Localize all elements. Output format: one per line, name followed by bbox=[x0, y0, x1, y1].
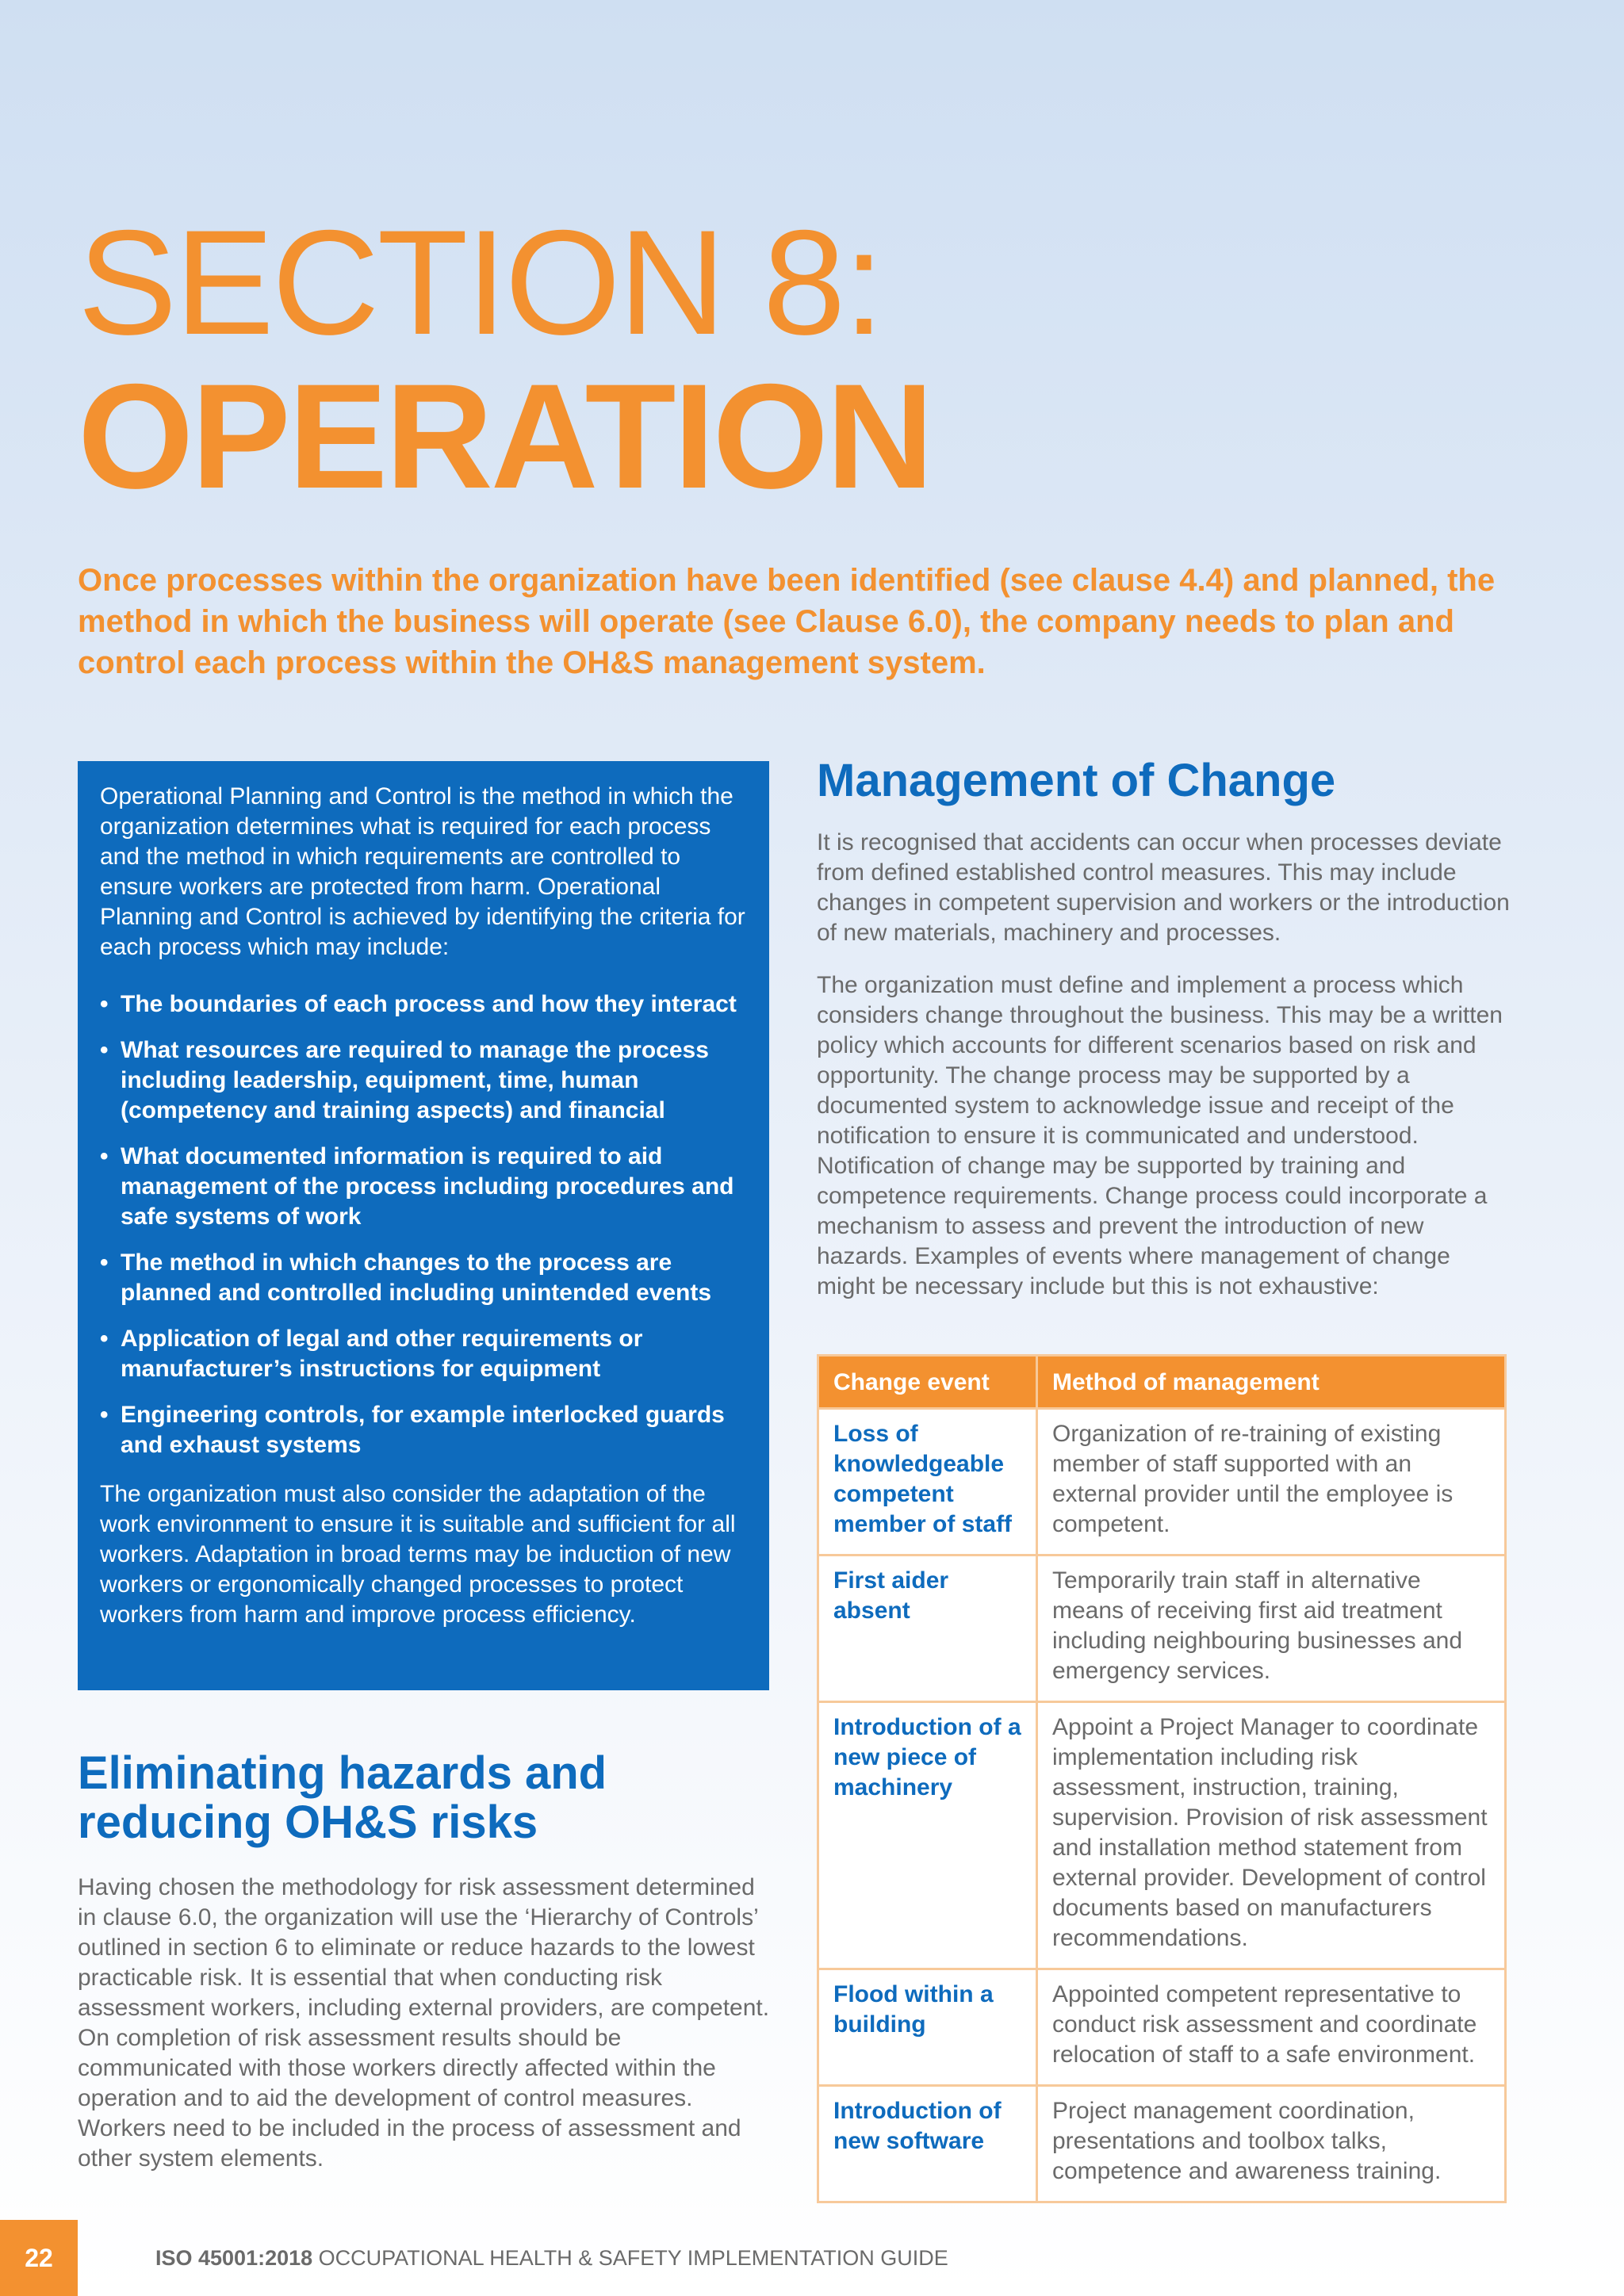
table-row bbox=[818, 1702, 1506, 1969]
table-row bbox=[818, 1556, 1506, 1702]
method-cell: Appoint a Project Manager to coordinate implementation including risk assessment, instruction, training, supervision. Provision of risk assessment and installation method statement from external provider. Development of control documents based on manufacturers recommendations. bbox=[1037, 1702, 1506, 1969]
box-paragraph-1: Operational Planning and Control is the method in which the organization determines what is required for each process and the method in which requirements are controlled to ensure workers are protected from harm. Operational Planning and Control is achieved by identifying the criteria for each process which may include: bbox=[100, 783, 745, 960]
header-change-event: Change event bbox=[818, 1356, 1037, 1409]
box-paragraph-2: The organization must also consider the adaptation of the work environment to ensure it is suitable and sufficient for all workers. Adaptation in broad terms may be induction of new workers or ergonomically changed processes to protect workers from harm and improve process efficiency. bbox=[100, 1481, 736, 1628]
table-header-row bbox=[818, 1356, 1506, 1409]
table-row bbox=[818, 1409, 1506, 1556]
moc-paragraph-2: The organization must define and implement a process which considers change throughout the business. This may be a written policy which accounts for different scenarios based on risk and opportunity. The change process may be supported by a documented system to acknowledge issue and receipt of the notification to ensure it is communicated and understood. Notification of change may be supported by training and competence requirements. Change process could incorporate a mechanism to assess and prevent the introduction of new hazards. Examples of events where management of change might be necessary include but this is not exhaustive: bbox=[817, 972, 1503, 1299]
footer-guide-title: OCCUPATIONAL HEALTH & SAFETY IMPLEMENTATION GUIDE bbox=[318, 2246, 948, 2270]
header-method: Method of management bbox=[1037, 1356, 1506, 1409]
list-item: • What resources are required to manage the process including leadership, equipment, time, human (competency and training aspects) and financial bbox=[100, 1035, 745, 1126]
criteria-list bbox=[100, 989, 745, 1460]
change-event-cell: Loss of knowledgeable competent member of staff bbox=[818, 1409, 1037, 1556]
operational-planning-box bbox=[78, 761, 769, 1690]
intro-paragraph: Once processes within the organization have been identified (see clause 4.4) and planned, the method in which the business will operate (see Clause 6.0), the company needs to plan and control each process within the OH&S management system. bbox=[78, 563, 1496, 680]
list-item: • The boundaries of each process and how they interact bbox=[100, 989, 745, 1020]
management-of-change-heading: Management of Change bbox=[817, 755, 1336, 806]
change-event-cell: Introduction of a new piece of machinery bbox=[818, 1702, 1037, 1969]
table-row bbox=[818, 2086, 1506, 2202]
footer-title bbox=[155, 2245, 948, 2271]
method-cell: Temporarily train staff in alternative means of receiving first aid treatment including neighbouring businesses and emergency services. bbox=[1037, 1556, 1506, 1702]
method-cell: Organization of re-training of existing member of staff supported with an external provider until the employee is competent. bbox=[1037, 1409, 1506, 1556]
page-number: 22 bbox=[0, 2220, 78, 2296]
list-item: • Application of legal and other requirements or manufacturer’s instructions for equipment bbox=[100, 1324, 745, 1384]
change-event-cell: Introduction of new software bbox=[818, 2086, 1037, 2202]
change-event-cell: Flood within a building bbox=[818, 1969, 1037, 2086]
eliminating-hazards-body: Having chosen the methodology for risk assessment determined in clause 6.0, the organization will use the ‘Hierarchy of Controls’ outlined in section 6 to eliminate or reduce hazards to the lowest practicable risk. It is essential that when conducting risk assessment workers, including external providers, are competent. On completion of risk assessment results should be communicated with those workers directly affected within the operation and to aid the development of control measures. Workers need to be included in the process of assessment and other system elements. bbox=[78, 1874, 770, 2172]
list-item: • Engineering controls, for example interlocked guards and exhaust systems bbox=[100, 1400, 745, 1460]
table-row bbox=[818, 1969, 1506, 2086]
page-title: OPERATION bbox=[78, 353, 932, 519]
list-item: • What documented information is required to aid management of the process including procedures and safe systems of work bbox=[100, 1142, 745, 1232]
change-events-table bbox=[817, 1354, 1507, 2203]
change-event-cell: First aider absent bbox=[818, 1556, 1037, 1702]
eliminating-hazards-heading: Eliminating hazards and reducing OH&S risks bbox=[78, 1747, 607, 1848]
list-item: • The method in which changes to the process are planned and controlled including unintended events bbox=[100, 1248, 745, 1308]
moc-paragraph-1: It is recognised that accidents can occur when processes deviate from defined established control measures. This may include changes in competent supervision and workers or the introduction of new materials, machinery and processes. bbox=[817, 829, 1510, 946]
method-cell: Appointed competent representative to conduct risk assessment and coordinate relocation of staff to a safe environment. bbox=[1037, 1969, 1506, 2086]
method-cell: Project management coordination, presentations and toolbox talks, competence and awareness training. bbox=[1037, 2086, 1506, 2202]
section-number: SECTION 8: bbox=[78, 199, 883, 365]
footer-standard: ISO 45001:2018 bbox=[155, 2246, 313, 2270]
